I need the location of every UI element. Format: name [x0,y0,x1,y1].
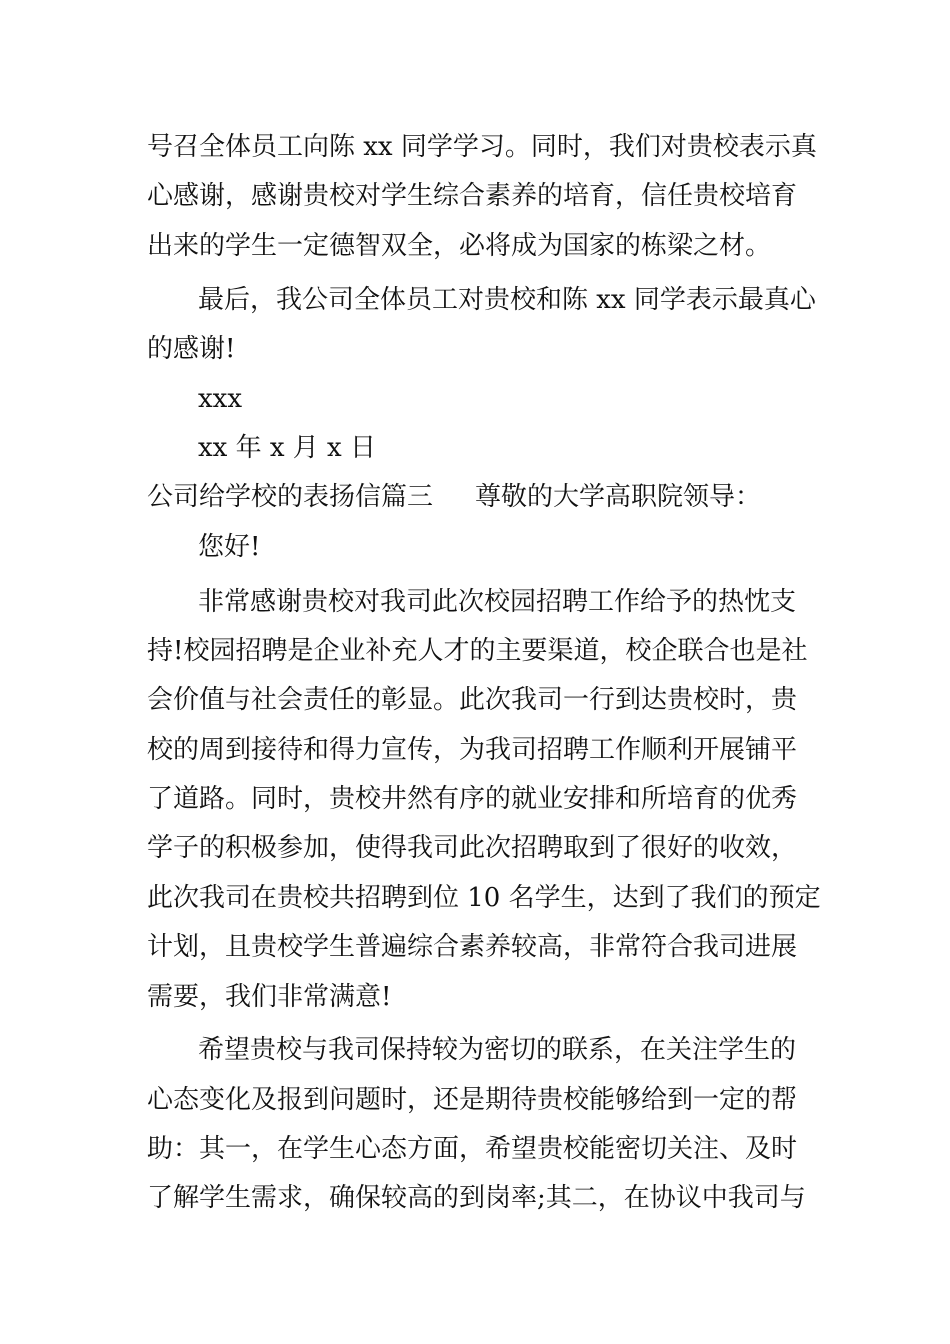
section-title: 公司给学校的表扬信篇三 [147,482,434,512]
paragraph-line: 此次我司在贵校共招聘到位 10 名学生，达到了我们的预定 [147,883,821,913]
section-heading-line [147,475,807,519]
paragraph-line: 学子的积极参加，使得我司此次招聘取到了很好的收效， [147,833,798,863]
paragraph-line: 了道路。同时，贵校井然有序的就业安排和所培育的优秀 [147,784,798,814]
paragraph-line: 心感谢，感谢贵校对学生综合素养的培育，信任贵校培育 [147,181,798,211]
signature-name: xxx [198,384,242,414]
paragraph-line: 了解学生需求，确保较高的到岗率;其二，在协议中我司与 [147,1183,806,1213]
paragraph-line: 助：其一，在学生心态方面，希望贵校能密切关注、及时 [147,1134,798,1164]
paragraph-line: 最后，我公司全体员工对贵校和陈 xx 同学表示最真心 [198,285,816,315]
paragraph-line: 会价值与社会责任的彰显。此次我司一行到达贵校时，贵 [147,685,798,715]
paragraph-line: 号召全体员工向陈 xx 同学学习。同时，我们对贵校表示真 [147,132,817,162]
paragraph-line: 需要，我们非常满意! [147,982,392,1012]
paragraph-line: 持!校园招聘是企业补充人才的主要渠道，校企联合也是社 [147,636,808,666]
paragraph-line: 希望贵校与我司保持较为密切的联系，在关注学生的 [198,1035,797,1065]
paragraph-line: 心态变化及报到问题时，还是期待贵校能够给到一定的帮 [147,1085,798,1115]
paragraph-line: 校的周到接待和得力宣传，为我司招聘工作顺利开展铺平 [147,735,798,765]
salutation: 尊敬的大学高职院领导： [475,482,762,512]
greeting: 您好! [198,532,261,562]
paragraph-line: 的感谢! [147,334,236,364]
paragraph-line: 出来的学生一定德智双全，必将成为国家的栋梁之材。 [147,231,772,261]
signature-date: xx 年 x 月 x 日 [198,433,376,463]
paragraph-line: 计划，且贵校学生普遍综合素养较高，非常符合我司进展 [147,932,798,962]
paragraph-line: 非常感谢贵校对我司此次校园招聘工作给予的热忱支 [198,587,797,617]
